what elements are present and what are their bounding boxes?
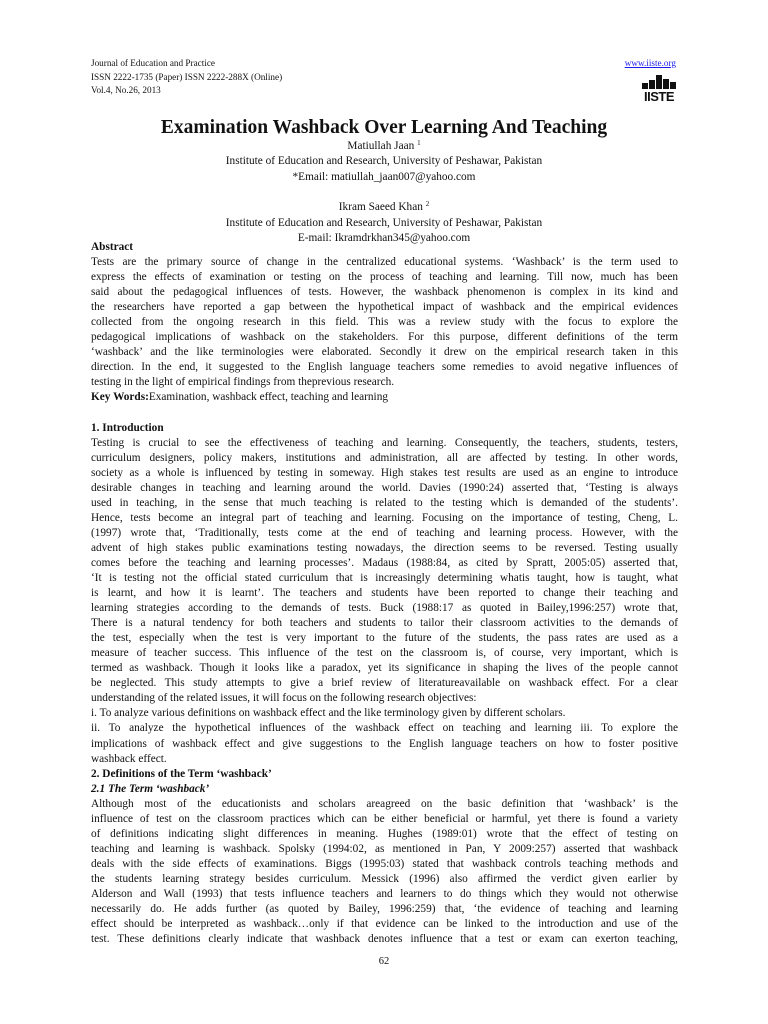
author-email: E-mail: Ikramdrkhan345@yahoo.com xyxy=(297,232,471,245)
text-line: said about the pedagogical influences of tests. However, the washback phenomenon is complex in its kind and xyxy=(91,286,678,299)
text-line: Hence, tests become an integral part of teaching and learning. Focusing on the importance of testing, Cheng, L. xyxy=(91,511,678,524)
journal-name: Journal of Education and Practice xyxy=(91,58,215,68)
text-line: comes before the teaching and learning processes’. Madaus (1988:84, as cited by Spratt, 2005:05) asserted that, xyxy=(91,556,678,569)
text-line: Testing is crucial to see the effectiveness of teaching and learning. Consequently, the teachers, students, testers, xyxy=(91,436,678,449)
text-line: collected from the ongoing research in this field. This was a review study with the focus to explore the xyxy=(91,316,678,329)
text-line: testing in the light of empirical findings from theprevious research. xyxy=(91,376,395,389)
text-line: desirable changes in teaching and learning around the world. Davies (1990:24) asserted that, ‘Testing is always xyxy=(91,481,678,494)
running-header xyxy=(91,57,282,98)
author-block xyxy=(0,136,768,246)
text-line: deals with the side effects of examinations. Biggs (1995:03) stated that washback controls teaching methods and xyxy=(91,857,678,870)
text-line: used in teaching, in the sense that much teaching is related to the testing which is demanded of the students’. xyxy=(91,496,678,509)
introduction-text xyxy=(91,436,678,707)
text-line: teaching and learning is washback. Spolsky (1994:02, as mentioned in Pan, Y 2009:257) asserted that washback xyxy=(91,842,678,855)
abstract-text xyxy=(91,255,678,390)
text-line: test. These definitions clearly indicate that washback denotes influence that a test or exam can exerton teaching, xyxy=(91,933,678,946)
text-line: washback effect. xyxy=(91,752,167,765)
text-line: is learnt, and how it is learnt’. The teachers and students have been reported to change their teaching and xyxy=(91,587,678,600)
section-heading: 2. Definitions of the Term ‘washback’ xyxy=(91,767,272,780)
text-line: termed as washback. Though it looks like a paradox, yet its significance in shaping the lives of the people cannot xyxy=(91,662,678,675)
text-line: of definitions indicating slight differences in meaning. Hughes (1989:01) wrote that the effect of testing on xyxy=(91,827,678,840)
text-line: (1997) wrote that, ‘Traditionally, tests come at the end of teaching and learning process. However, with the xyxy=(91,526,678,539)
author-footnote-marker: 2 xyxy=(425,200,430,209)
text-line: the students learning strategy besides curriculum. Messick (1996) also affirmed the verdict given earlier by xyxy=(91,872,678,885)
logo-bars xyxy=(642,75,676,89)
text-line: Although most of the educationists and scholars areagreed on the basic definition that ‘washback’ is the xyxy=(91,797,678,810)
keywords-label: Key Words: xyxy=(91,391,149,404)
section-heading: 1. Introduction xyxy=(91,421,164,434)
text-line: the researchers have reported a gap between the hypothetical impact of washback and the empirical evidences xyxy=(91,301,678,314)
text-line: implications of washback effect and give suggestions to the English language teachers on how to foster positive xyxy=(91,737,678,750)
keywords-value: Examination, washback effect, teaching and learning xyxy=(148,391,388,404)
author-name: Ikram Saeed Khan $^2$ xyxy=(338,200,430,214)
text-line: Tests are the primary source of change in the centralized educational systems. ‘Washback’ is the term used to xyxy=(91,256,678,269)
author-name: Matiullah Jaan $^1$ xyxy=(347,139,421,152)
author-affiliation: Institute of Education and Research, University of Peshawar, Pakistan xyxy=(225,155,543,168)
text-line: society as a whole is influenced by testing in someway. High stakes test results are used as an engine to introduce xyxy=(91,466,678,479)
text-line: be neglected. This study attempts to give a brief review of literatureavailable on washback effect. For a clear xyxy=(91,677,678,690)
keywords-line xyxy=(91,390,678,405)
text-line: Alderson and Wall (1993) that tests influence teachers and learners to do things which they would not otherwise xyxy=(91,887,678,900)
definitions-text xyxy=(91,797,678,947)
text-line: advent of high stakes public examinations testing nowadays, the direction seems to be reversed. Testing usually xyxy=(91,541,678,554)
text-line: the test, especially when the test is very important to the future of the students, the pass rates are used as a xyxy=(91,632,678,645)
page-number: 62 xyxy=(378,956,390,967)
author-affiliation: Institute of Education and Research, University of Peshawar, Pakistan xyxy=(225,216,543,229)
logo-text: IISTE xyxy=(643,89,674,104)
journal-url-link[interactable]: www.iiste.org xyxy=(624,58,676,68)
subsection-heading: 2.1 The Term ‘washback’ xyxy=(91,782,210,795)
text-line: learning strategies according to the demands of tests. Buck (1988:17 as quoted in Bailey,1996:257) wrote that, xyxy=(91,602,678,615)
paper-body xyxy=(91,240,678,947)
issn-line: ISSN 2222-1735 (Paper) ISSN 2222-288X (Online) xyxy=(91,71,283,82)
author-email: *Email: matiullah_jaan007@yahoo.com xyxy=(292,170,476,183)
text-line: ii. To analyze the hypothetical influences of the washback effect on teaching and learning iii. To explore the xyxy=(91,722,678,735)
text-line: measure of teacher success. This influence of the test on the classroom is, of course, very important, which is xyxy=(91,647,678,660)
volume-line: Vol.4, No.26, 2013 xyxy=(91,85,161,95)
text-line: necessarily do. He adds further (as quoted by Bailey, 1996:259) that, ‘the evidence of teaching and learning xyxy=(91,903,678,916)
text-line: effect should be interpreted as washback…only if that evidence can be linked to the introduction and use of the xyxy=(91,918,678,931)
text-line: ‘It is testing not the official stated curriculum that is increasingly determining whatis taught, how is taught, what xyxy=(91,571,678,584)
text-line: curriculum designers, policy makers, institutions and administration, all are affected by testing. In other words, xyxy=(91,451,678,464)
text-line: ‘washback’ and the like terminologies were elaborated. Secondly it drew on the empirical research taken in this xyxy=(91,346,678,359)
iiste-logo xyxy=(642,75,676,105)
text-line: pedagogical implications of washback on the stakeholders. For this purpose, different definitions of the term xyxy=(91,331,678,344)
header-right xyxy=(625,57,676,110)
text-line: direction. In the end, it suggested to the English language teachers some remedies to avoid negative influences of xyxy=(91,361,678,374)
research-objective xyxy=(91,721,678,766)
research-objective: i. To analyze various definitions on washback effect and the like terminology given by different scholars. xyxy=(91,707,566,720)
author-footnote-marker: 1 xyxy=(417,139,421,147)
paper-title: Examination Washback Over Learning And Teaching xyxy=(160,117,608,138)
abstract-heading: Abstract xyxy=(91,241,134,253)
text-line: understanding of the related issues, it will focus on the following research objectives: xyxy=(91,692,477,705)
text-line: There is a natural tendency for both teachers and students to tailor their classroom activities to the demands of xyxy=(91,617,678,630)
text-line: express the effects of examination or testing on the process of teaching and learning. Till now, much has been xyxy=(91,271,678,284)
text-line: influence of test on the classroom practices which can be either beneficial or harmful, yet there is found a variety xyxy=(91,812,678,825)
